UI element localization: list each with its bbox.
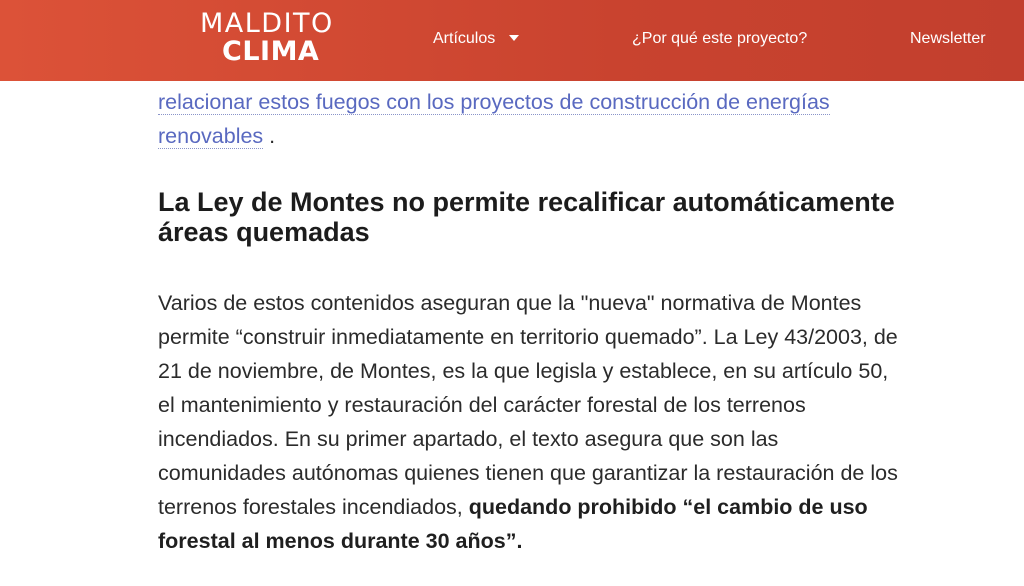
intro-tail: . xyxy=(263,124,276,148)
body-paragraph-text: Varios de estos contenidos aseguran que la "nueva" normativa de Montes permite “construir inmediatamente en territorio quemado”. La Ley 43/2003, de 21 de noviembre, de Montes, es la que legisla y establece, en su artículo 50, el mantenimiento y restauración del carácter forestal de los terrenos incendiados. En su primer apartado, el texto asegura que son las comunidades autónomas quienes tienen que garantizar la restauración de los terrenos forestales incendiados, xyxy=(158,291,898,519)
body-paragraph xyxy=(158,286,898,558)
chevron-down-icon xyxy=(509,35,519,41)
nav-newsletter[interactable] xyxy=(910,30,986,48)
nav-newsletter-label: Newsletter xyxy=(910,30,986,47)
nav-why-this-project[interactable] xyxy=(632,30,807,48)
nav-articulos-label: Artículos xyxy=(433,30,496,47)
nav-why-label: ¿Por qué este proyecto? xyxy=(632,30,808,47)
nav-articulos[interactable] xyxy=(433,30,519,48)
body-paragraph-bold: quedando prohibido “el cambio de uso forestal al menos durante 30 años”. xyxy=(158,495,868,553)
site-header xyxy=(0,0,1024,81)
section-heading: La Ley de Montes no permite recalificar automáticamente áreas quemadas xyxy=(158,187,895,247)
logo-line-maldito: MALDITO xyxy=(200,8,334,39)
site-logo[interactable] xyxy=(200,10,334,65)
intro-paragraph xyxy=(158,85,898,153)
renewables-link[interactable]: relacionar estos fuegos con los proyectos de construcción de energías renovables xyxy=(158,90,830,148)
logo-line-clima: CLIMA xyxy=(222,36,320,67)
